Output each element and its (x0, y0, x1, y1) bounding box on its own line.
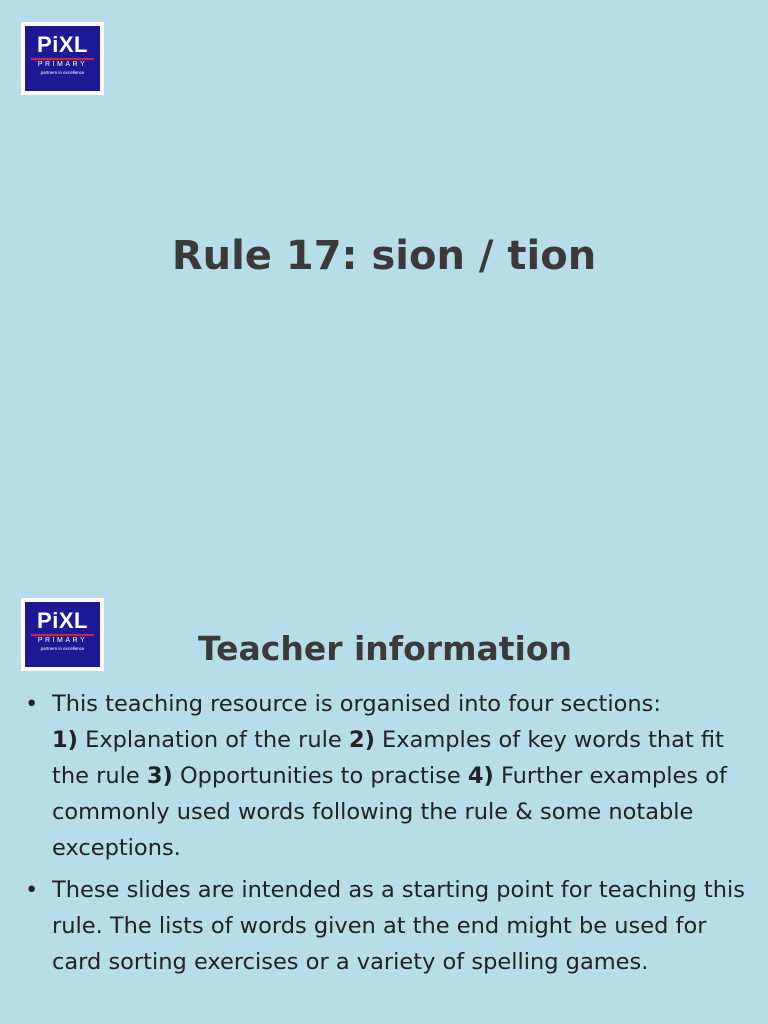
section-text: Explanation of the rule (77, 727, 349, 753)
bullet-intro: This teaching resource is organised into four sections: (52, 691, 661, 717)
bullet-item (22, 872, 752, 980)
pixl-logo (21, 598, 104, 671)
logo-main-text: PiXL (37, 608, 88, 633)
teacher-information-slide (0, 580, 768, 1024)
logo-sub-text: PRIMARY (37, 637, 88, 644)
section-number: 2) (348, 727, 375, 753)
logo-red-rule (31, 634, 94, 636)
pixl-logo-badge (25, 26, 100, 91)
logo-red-rule (31, 58, 94, 60)
pixl-logo-badge (25, 602, 100, 667)
logo-tagline: partners in excellence (40, 646, 85, 651)
bullet-text: These slides are intended as a starting point for teaching this rule. The lists of words given at the end might be used for card sorting exercises or a variety of spelling games. (52, 877, 745, 975)
section-heading: Teacher information (198, 629, 572, 668)
slide-title: Rule 17: sion / tion (171, 233, 597, 279)
logo-main-text: PiXL (37, 32, 88, 57)
logo-sub-text: PRIMARY (37, 61, 88, 68)
bullet-dot: • (25, 691, 39, 717)
pixl-logo (21, 22, 104, 95)
section-text: Examples of key words that fit the rule (52, 727, 724, 789)
logo-tagline: partners in excellence (40, 70, 85, 75)
section-number: 1) (52, 727, 78, 753)
bullet-list (22, 686, 752, 986)
section-number: 4) (467, 763, 494, 789)
section-text: Opportunities to practise (172, 763, 468, 789)
bullet-item (22, 686, 752, 866)
section-text: Further examples of commonly used words following the rule & some notable exceptions. (52, 763, 727, 861)
bullet-dot: • (25, 877, 39, 903)
section-number: 3) (146, 763, 173, 789)
